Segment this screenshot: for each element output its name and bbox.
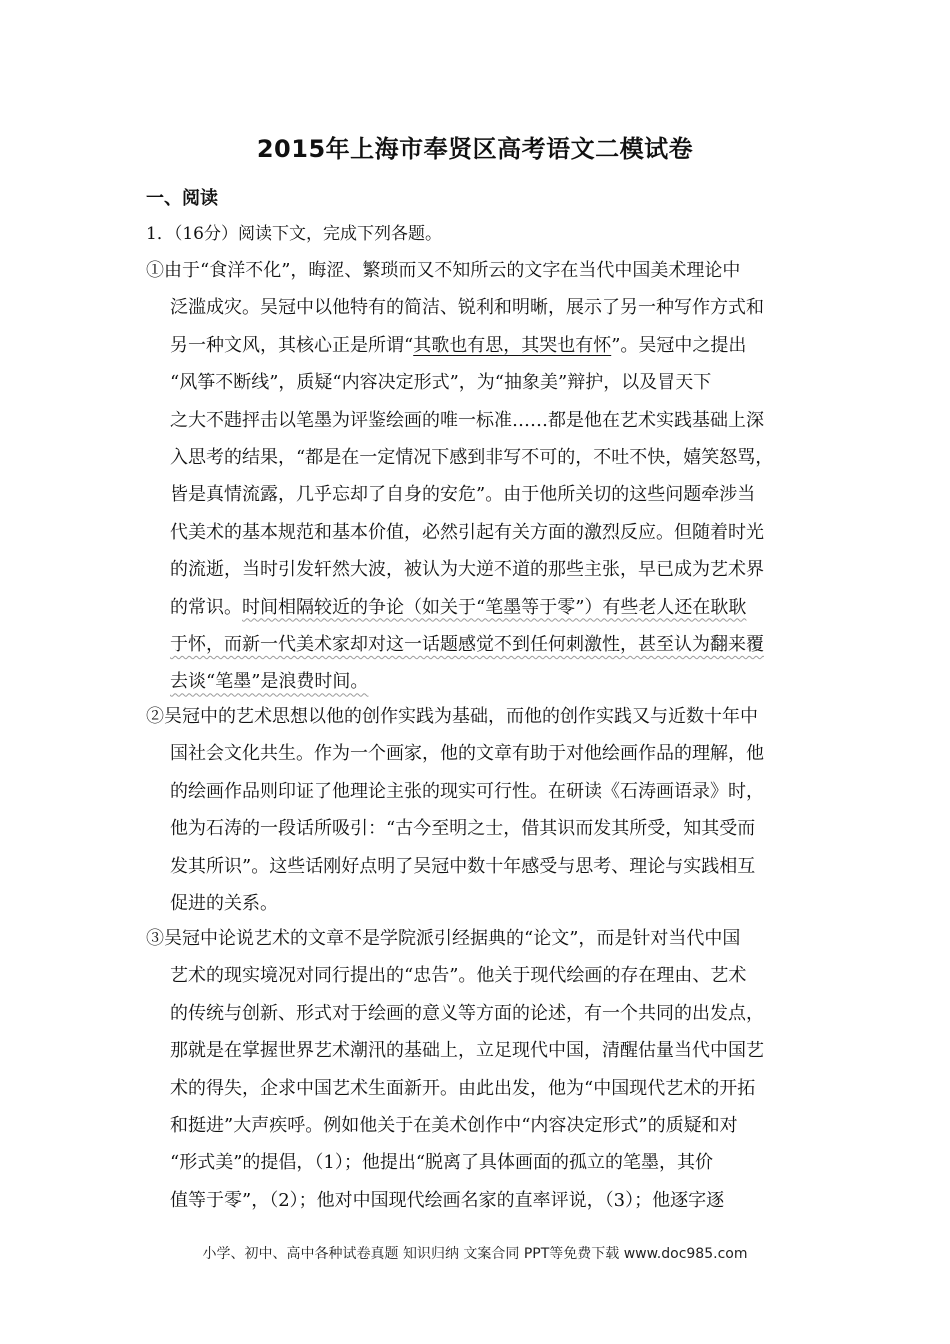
document-title: 2015年上海市奉贤区高考语文二模试卷 — [256, 135, 694, 163]
paragraph-line: 发其所识”。这些话刚好点明了吴冠中数十年感受与思考、理论与实践相互 — [170, 855, 756, 877]
paragraph-line: ①由于“食洋不化”，晦涩、繁琐而又不知所云的文字在当代中国美术理论中 — [146, 260, 741, 281]
paragraph-line: 艺术的现实境况对同行提出的“忠告”。他关于现代绘画的存在理由、艺术 — [170, 965, 747, 987]
paragraph-line: 的流逝，当时引发轩然大波，被认为大逆不道的那些主张，早已成为艺术界 — [170, 559, 764, 581]
text-segment: ”。吴冠中之提出 — [611, 334, 747, 356]
paragraph-2 — [146, 698, 822, 922]
paragraph-line: 之大不韪抨击以笔墨为评鉴绘画的唯一标准……都是他在艺术实践基础上深 — [170, 409, 764, 431]
paragraph-line: ②吴冠中的艺术思想以他的创作实践为基础，而他的创作实践又与近数十年中 — [146, 706, 758, 727]
paragraph-line: 值等于零”，（2）；他对中国现代绘画名家的直率评说，（3）；他逐字逐 — [170, 1189, 725, 1211]
paragraph-line: 入思考的结果，“都是在一定情况下感到非写不可的，不吐不快，嬉笑怒骂， — [170, 446, 774, 468]
paragraph-line: “形式美”的提倡，（1）；他提出“脱离了具体画面的孤立的笔墨，其价 — [170, 1152, 714, 1174]
wavy-underlined-text: 去谈“笔墨”是浪费时间。 — [170, 671, 369, 693]
page-footer: 小学、初中、高中各种试卷真题 知识归纳 文案合同 PPT等免费下载 www.doc985.com — [202, 1246, 748, 1262]
paragraph-line — [146, 327, 822, 364]
paragraph-line: 的传统与创新、形式对于绘画的意义等方面的论述，有一个共同的出发点， — [170, 1002, 764, 1024]
paragraph-line: ③吴冠中论说艺术的文章不是学院派引经据典的“论文”，而是针对当代中国 — [146, 928, 741, 949]
paragraph-line — [146, 626, 822, 663]
paragraph-line — [146, 663, 822, 700]
question-prompt: 1．（16分）阅读下文，完成下列各题。 — [146, 224, 442, 244]
underlined-quote: 其歌也有思，其哭也有怀 — [413, 334, 612, 356]
paragraph-1 — [146, 252, 822, 701]
paragraph-line — [146, 589, 822, 626]
paragraph-3 — [146, 920, 822, 1219]
section-heading: 一、阅读 — [146, 188, 218, 209]
paragraph-line: 国社会文化共生。作为一个画家，他的文章有助于对他绘画作品的理解，他 — [170, 743, 764, 765]
text-segment: 另一种文风，其核心正是所谓“ — [170, 334, 414, 356]
wavy-underlined-text: 时间相隔较近的争论（如关于“笔墨等于零”）有些老人还在耿耿 — [242, 596, 747, 618]
paragraph-line: 他为石涛的一段话所吸引：“古今至明之士，借其识而发其所受，知其受而 — [170, 818, 756, 840]
wavy-underlined-text: 于怀，而新一代美术家却对这一话题感觉不到任何刺激性，甚至认为翻来覆 — [170, 633, 764, 655]
paragraph-line: “风筝不断线”，质疑“内容决定形式”，为“抽象美”辩护，以及冒天下 — [170, 372, 712, 394]
paragraph-line: 泛滥成灾。吴冠中以他特有的简洁、锐利和明晰，展示了另一种写作方式和 — [170, 297, 764, 319]
paragraph-line: 和挺进”大声疾呼。例如他关于在美术创作中“内容决定形式”的质疑和对 — [170, 1114, 738, 1136]
paragraph-line: 术的得失，企求中国艺术生面新开。由此出发，他为“中国现代艺术的开拓 — [170, 1077, 756, 1099]
text-segment: 的常识。 — [170, 596, 242, 618]
paragraph-line: 代美术的基本规范和基本价值，必然引起有关方面的激烈反应。但随着时光 — [170, 521, 764, 543]
paragraph-line: 皆是真情流露，几乎忘却了自身的安危”。由于他所关切的这些问题牵涉当 — [170, 484, 756, 506]
paragraph-line: 的绘画作品则印证了他理论主张的现实可行性。在研读《石涛画语录》时， — [170, 780, 764, 802]
paragraph-line: 促进的关系。 — [170, 892, 278, 914]
paragraph-line: 那就是在掌握世界艺术潮汛的基础上，立足现代中国，清醒估量当代中国艺 — [170, 1040, 764, 1062]
